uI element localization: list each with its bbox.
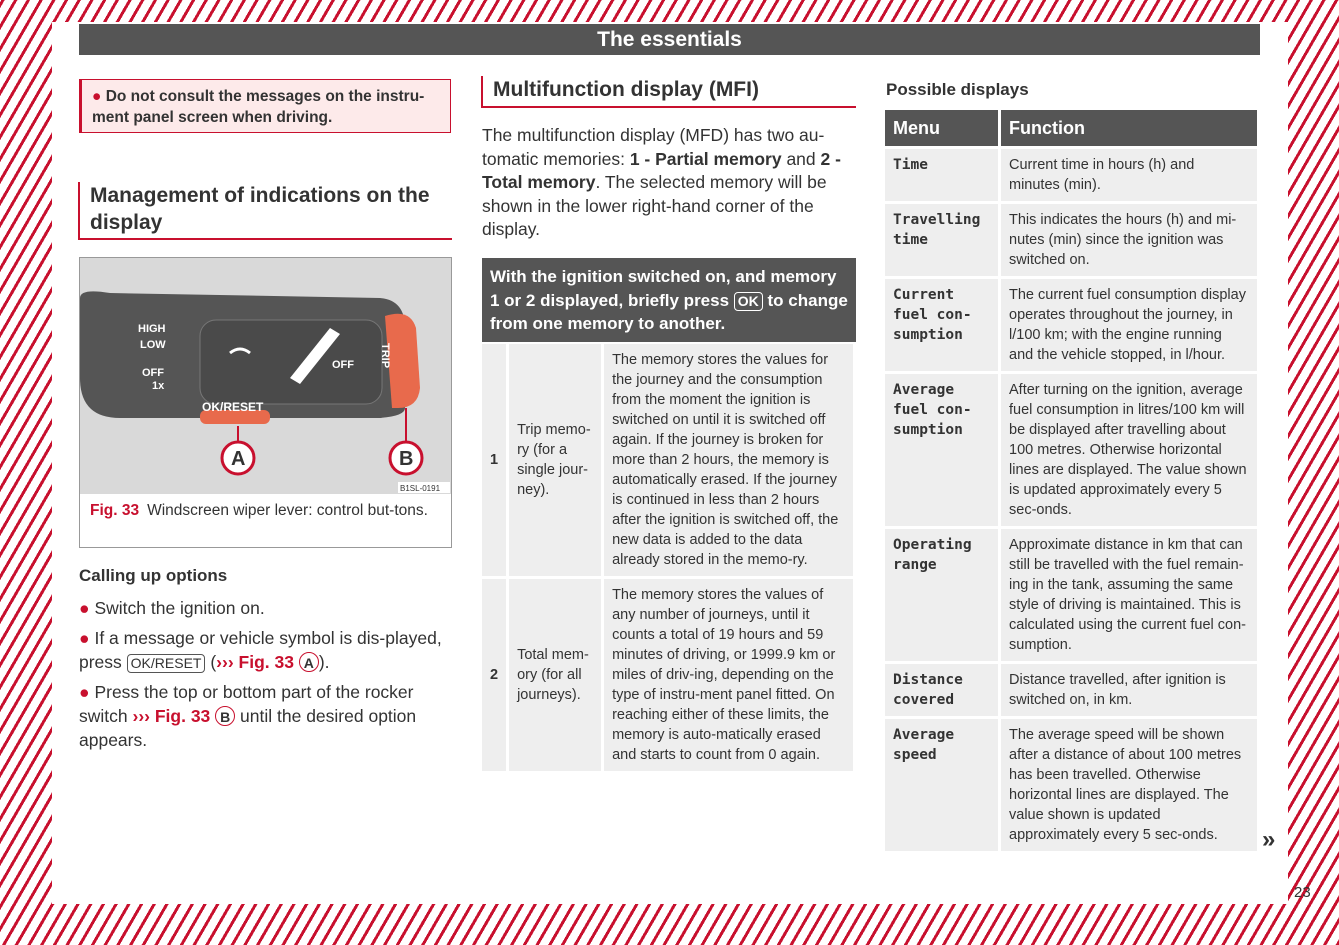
warning-box xyxy=(79,79,451,133)
figure-code: B1SL-0191 xyxy=(400,484,441,493)
instruction-pre: With the ignition switched on, and memory 1 or 2 displayed, briefly press xyxy=(490,267,837,310)
table-row xyxy=(885,529,1260,664)
figure-caption xyxy=(90,500,440,521)
wiper-lever-illustration xyxy=(80,258,451,494)
menu-cell: Travelling time xyxy=(885,204,1001,279)
memory-name: Trip memo-ry (for a single jour-ney). xyxy=(509,344,604,579)
label-1x: 1x xyxy=(152,380,165,392)
callout-b: B xyxy=(399,448,414,470)
callout-b-icon: B xyxy=(215,706,235,726)
possible-displays-heading: Possible displays xyxy=(886,80,1029,99)
intro-post: . The selected memory will be shown in the lower right-hand corner of the display. xyxy=(482,172,827,239)
intro-and: and xyxy=(786,148,816,169)
table-row xyxy=(885,719,1260,854)
step-1 xyxy=(79,596,449,620)
step-2-pre: If a message or vehicle symbol is dis-played, press xyxy=(79,628,442,672)
function-cell: The current fuel consumption display operates throughout the journey, in l/100 km; with the engine running and the vehicle stopped, in l/hour. xyxy=(1001,279,1260,374)
function-cell: Current time in hours (h) and minutes (min). xyxy=(1001,149,1260,204)
table-row xyxy=(885,374,1260,529)
menu-cell: Time xyxy=(885,149,1001,204)
displays-table xyxy=(885,110,1260,854)
menu-cell: Distance covered xyxy=(885,664,1001,719)
column-header-menu: Menu xyxy=(885,110,1001,149)
partial-memory-label: 1 - Partial memory xyxy=(629,148,782,169)
table-header-row xyxy=(885,110,1260,149)
figure-reference-text: Fig. 33 xyxy=(238,652,294,672)
step-3-post: until the desired option appears. xyxy=(79,706,417,750)
step-2: ● If a message or vehicle symbol is dis-played, press OK/RESET (››› Fig. 33 A ). xyxy=(79,628,442,672)
table-row xyxy=(482,579,856,774)
label-trip: TRIP xyxy=(379,343,391,369)
menu-cell: Average fuel con-sumption xyxy=(885,374,1001,529)
figure-reference-link[interactable]: ››› Fig. 33 xyxy=(216,652,294,672)
ok-key: OK xyxy=(734,292,763,311)
label-high: HIGH xyxy=(138,323,166,335)
memory-number: 2 xyxy=(482,579,509,774)
figure-reference-link[interactable]: ››› Fig. 33 xyxy=(132,706,211,726)
label-off-right: OFF xyxy=(332,359,354,371)
function-cell: This indicates the hours (h) and mi-nutes (min) since the ignition was switched on. xyxy=(1001,204,1260,279)
bullet-icon: ● xyxy=(79,628,90,648)
step-1-text: Switch the ignition on. xyxy=(94,598,265,618)
memory-table xyxy=(482,344,856,774)
table-row xyxy=(885,149,1260,204)
figure-reference-text: Fig. 33 xyxy=(154,706,211,726)
table-row xyxy=(885,279,1260,374)
memory-description: The memory stores the values of any number of journeys, until it counts a total of 19 hours and 59 minutes of driving, or 1999.9 km or miles of driv-ing, depending on the type of instru-ment panel fitted. On reaching either of these limits, the memory is auto-matically erased and starts to count from 0 again. xyxy=(604,579,856,774)
page-header: The essentials xyxy=(79,24,1260,55)
ok-reset-key: OK/RESET xyxy=(127,654,206,673)
bullet-icon: ● xyxy=(79,682,90,702)
menu-cell: Current fuel con-sumption xyxy=(885,279,1001,374)
menu-cell: Average speed xyxy=(885,719,1001,854)
memory-description: The memory stores the values for the journey and the consumption from the moment the ignition is switched on until it is switched off again. If the journey is broken for more than 2 hours, the memory is automatically erased. If the journey is continued in less than 2 hours after the ignition is switched off, the new data is added to the data already stored in the memo-ry. xyxy=(604,344,856,579)
figure-label: Fig. 33 xyxy=(90,502,140,519)
column-header-function: Function xyxy=(1001,110,1260,149)
section-heading-management: Management of indications on the display xyxy=(78,182,452,240)
table-row xyxy=(885,664,1260,719)
callout-a-icon: A xyxy=(299,652,319,672)
intro-text: The multifunction display (MFD) has two au-tomatic memories: xyxy=(482,125,825,169)
label-ok-reset: OK/RESET xyxy=(202,400,264,414)
calling-up-options-heading: Calling up options xyxy=(79,566,228,585)
menu-cell: Operating range xyxy=(885,529,1001,664)
figure-33 xyxy=(79,257,452,548)
bullet-icon: ● xyxy=(79,598,90,618)
function-cell: The average speed will be shown after a distance of about 100 metres has been travelled. Otherwise horizontal lines are displayed. The value shown is updated approximately every 5 sec-onds. xyxy=(1001,719,1260,854)
step-2-post: ). xyxy=(318,652,330,672)
total-memory-label: 2 - Total memory xyxy=(482,148,841,192)
table-row xyxy=(482,344,856,579)
mfi-intro xyxy=(482,124,854,242)
table-row xyxy=(885,204,1260,279)
page-number: 23 xyxy=(1294,884,1311,901)
label-low: LOW xyxy=(140,339,166,351)
function-cell: After turning on the ignition, average fuel consumption in litres/100 km will be displayed after travelling about 100 metres. Otherwise horizontal lines are displayed. The value shown is updated approximately every 5 sec-onds. xyxy=(1001,374,1260,529)
step-3 xyxy=(79,680,449,752)
step-3-pre: Press the top or bottom part of the rocker switch xyxy=(79,682,414,726)
instruction-box xyxy=(482,258,856,342)
warning-text: Do not consult the messages on the instru-ment panel screen when driving. xyxy=(92,88,425,126)
callout-a: A xyxy=(231,448,246,470)
section-heading-mfi: Multifunction display (MFI) xyxy=(481,76,856,108)
memory-number: 1 xyxy=(482,344,509,579)
bullet-icon: ● xyxy=(92,88,102,105)
function-cell: Approximate distance in km that can still be travelled with the fuel remain-ing in the tank, assuming the same style of driving is maintained. This is calculated using the current fuel con-sumption. xyxy=(1001,529,1260,664)
instruction-post: to change from one memory to another. xyxy=(490,290,848,333)
continue-icon: » xyxy=(1262,826,1276,853)
memory-name: Total mem-ory (for all journeys). xyxy=(509,579,604,774)
figure-caption-text: Windscreen wiper lever: control but-tons. xyxy=(147,502,428,519)
label-off-left: OFF xyxy=(142,367,164,379)
function-cell: Distance travelled, after ignition is switched on, in km. xyxy=(1001,664,1260,719)
